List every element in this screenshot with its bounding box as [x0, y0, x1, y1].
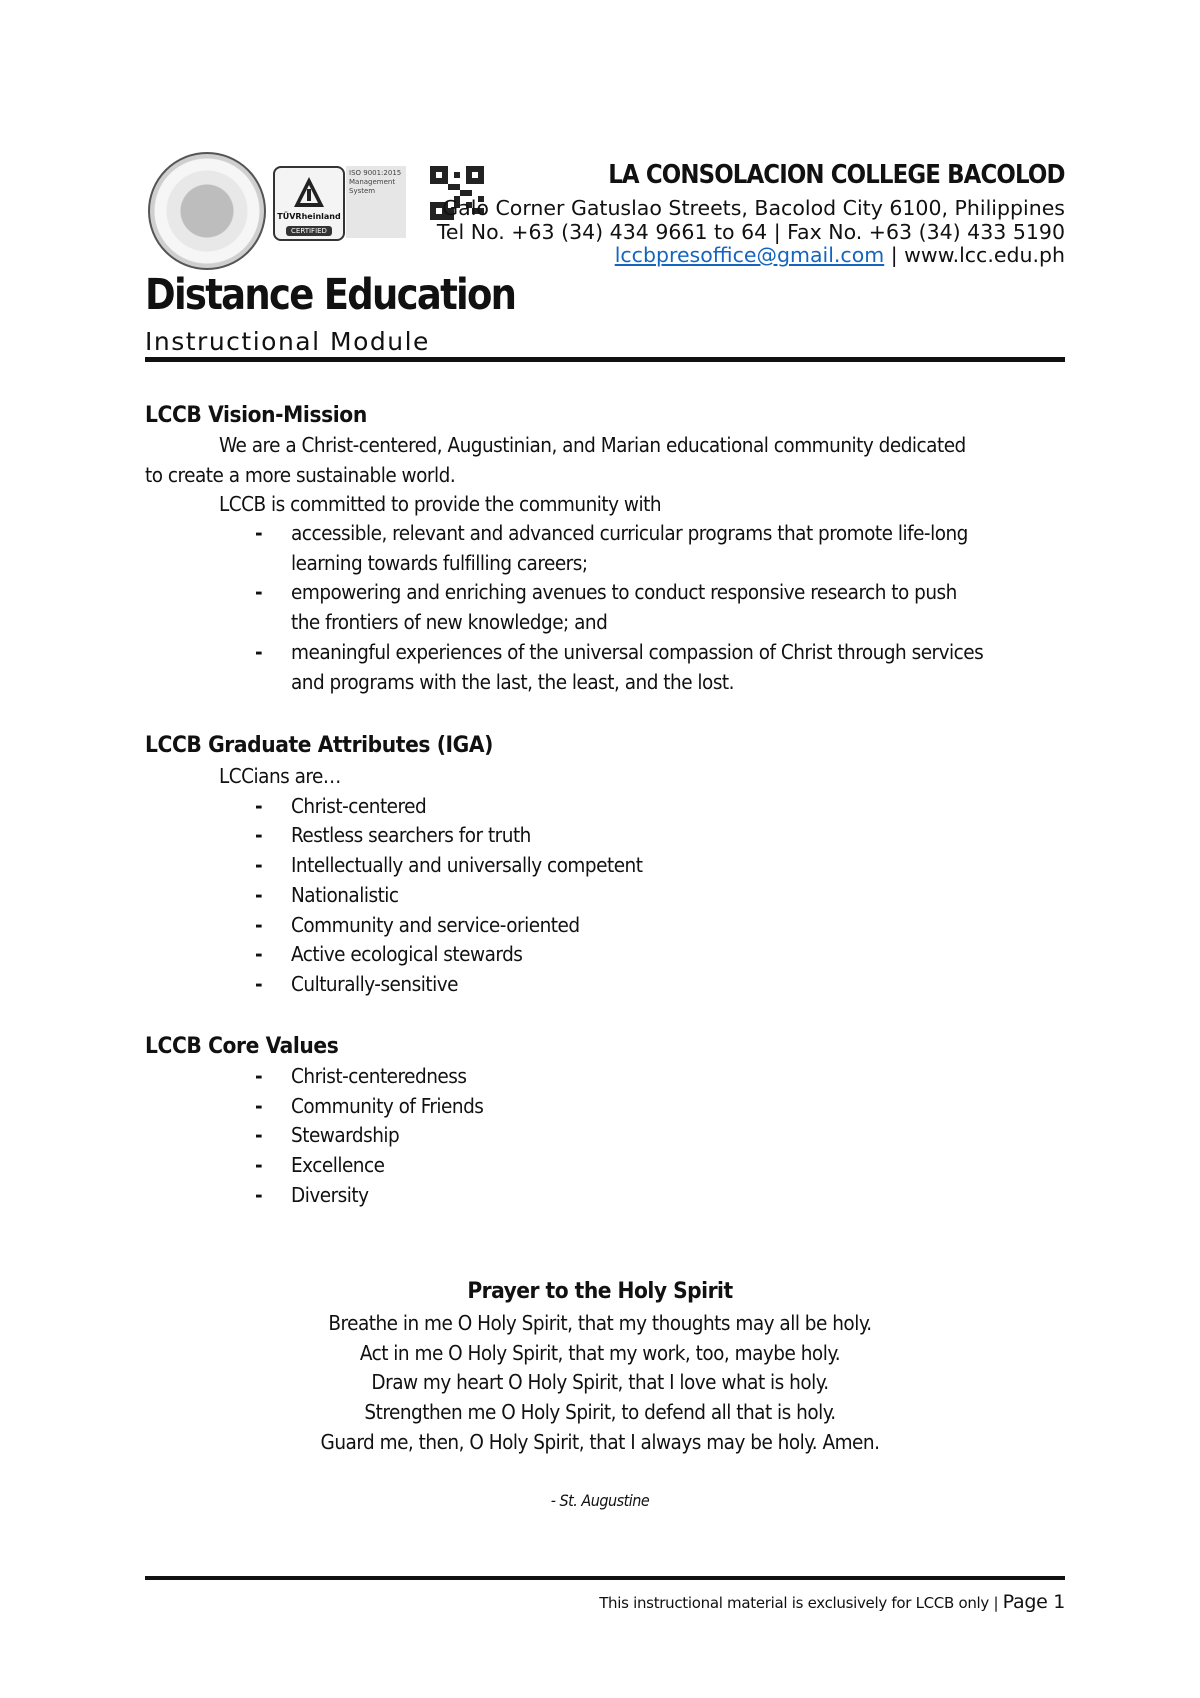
prayer-line: Strengthen me O Holy Spirit, to defend all that is holy. [364, 1400, 836, 1424]
iso-certificate-text: ISO 9001:2015 Management System [346, 166, 406, 238]
prayer-title: Prayer to the Holy Spirit [467, 1278, 733, 1304]
footer [599, 1591, 1065, 1613]
attributes-intro: LCCians are… [219, 764, 341, 788]
vision-mission-heading: LCCB Vision-Mission [145, 402, 367, 428]
page-title: Distance Education [145, 270, 516, 320]
header-divider [145, 357, 1065, 362]
mission-item-line1: accessible, relevant and advanced curricular programs that promote life-long [291, 521, 968, 545]
mission-item-line2: learning towards fulfilling careers; [291, 551, 588, 575]
core-value-item: Stewardship [291, 1123, 400, 1147]
bullet-dash: - [255, 640, 263, 664]
vision-paragraph-line2: to create a more sustainable world. [145, 463, 456, 487]
attribute-item: Community and service-oriented [291, 913, 580, 937]
website-text: | www.lcc.edu.ph [884, 243, 1065, 267]
attribute-item: Intellectually and universally competent [291, 853, 643, 877]
attribute-item: Restless searchers for truth [291, 823, 531, 847]
attribute-item: Active ecological stewards [291, 942, 523, 966]
mission-item-line2: and programs with the last, the least, and the lost. [291, 670, 735, 694]
tuv-label: TÜVRheinland [277, 212, 341, 221]
footer-text: This instructional material is exclusively for LCCB only | [599, 1594, 1003, 1612]
bullet-dash: - [255, 1064, 263, 1088]
attribute-item: Culturally-sensitive [291, 972, 458, 996]
bullet-dash: - [255, 521, 263, 545]
page-number: Page 1 [1002, 1591, 1065, 1613]
college-contact: Tel No. +63 (34) 434 9661 to 64 | Fax No. +63 (34) 433 5190 [436, 220, 1065, 244]
bullet-dash: - [255, 580, 263, 604]
bullet-dash: - [255, 853, 263, 877]
core-value-item: Christ-centeredness [291, 1064, 467, 1088]
mission-item-line2: the frontiers of new knowledge; and [291, 610, 608, 634]
bullet-dash: - [255, 794, 263, 818]
bullet-dash: - [255, 1123, 263, 1147]
tuv-certified-badge: CERTIFIED [286, 226, 332, 236]
bullet-dash: - [255, 972, 263, 996]
core-value-item: Excellence [291, 1153, 385, 1177]
prayer-attribution: - St. Augustine [550, 1491, 650, 1510]
bullet-dash: - [255, 823, 263, 847]
vision-paragraph-line1: We are a Christ-centered, Augustinian, and Marian educational community dedicated [219, 433, 966, 457]
bullet-dash: - [255, 1183, 263, 1207]
bullet-dash: - [255, 883, 263, 907]
core-values-heading: LCCB Core Values [145, 1033, 339, 1059]
bullet-dash: - [255, 913, 263, 937]
prayer-line: Draw my heart O Holy Spirit, that I love what is holy. [371, 1370, 829, 1394]
core-value-item: Diversity [291, 1183, 369, 1207]
college-seal-logo [148, 152, 266, 270]
attribute-item: Christ-centered [291, 794, 427, 818]
mission-item-line1: empowering and enriching avenues to conduct responsive research to push [291, 580, 957, 604]
footer-divider [145, 1576, 1065, 1580]
mission-intro: LCCB is committed to provide the community with [219, 492, 662, 516]
attribute-item: Nationalistic [291, 883, 399, 907]
email-link[interactable]: lccbpresoffice@gmail.com [614, 243, 885, 267]
page-subtitle: Instructional Module [145, 327, 430, 356]
prayer-line: Guard me, then, O Holy Spirit, that I always may be holy. Amen. [320, 1430, 880, 1454]
bullet-dash: - [255, 1094, 263, 1118]
core-value-item: Community of Friends [291, 1094, 484, 1118]
prayer-line: Act in me O Holy Spirit, that my work, too, maybe holy. [359, 1341, 841, 1365]
mission-item-line1: meaningful experiences of the universal compassion of Christ through services [291, 640, 984, 664]
prayer-line: Breathe in me O Holy Spirit, that my thoughts may all be holy. [328, 1311, 872, 1335]
college-name: LA CONSOLACION COLLEGE BACOLOD [608, 160, 1065, 190]
tuv-triangle-icon [292, 175, 326, 209]
college-address: Galo Corner Gatuslao Streets, Bacolod City 6100, Philippines [442, 196, 1065, 220]
bullet-dash: - [255, 942, 263, 966]
bullet-dash: - [255, 1153, 263, 1177]
college-email-web [615, 243, 1065, 267]
graduate-attributes-heading: LCCB Graduate Attributes (IGA) [145, 732, 494, 758]
